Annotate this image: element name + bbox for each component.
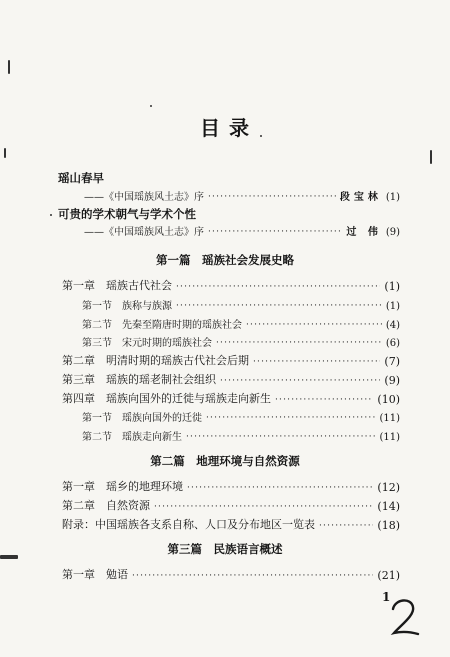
page-number: 1 <box>382 590 391 604</box>
entry-page: (1) <box>384 280 400 293</box>
entry-label: 第四章 瑶族向国外的迁徙与瑶族走向新生 <box>62 392 271 405</box>
toc-entry-section <box>82 427 400 443</box>
toc-entry-chapter <box>62 352 400 368</box>
foreword-1-page: (1) <box>385 192 400 203</box>
entry-label: 第二节 瑶族走向新生 <box>82 432 182 443</box>
foreword-2-page: (9) <box>385 227 400 238</box>
leader-dots <box>208 226 342 238</box>
entry-page: (12) <box>377 481 400 494</box>
entry-page: (10) <box>377 393 400 406</box>
scan-speck <box>8 60 10 74</box>
leader-dots <box>154 501 373 513</box>
toc-entry-appendix <box>62 516 400 532</box>
toc-entry-chapter <box>62 390 400 406</box>
toc-entry-chapter <box>62 478 400 494</box>
entry-page: (1) <box>385 301 400 312</box>
entry-page: (11) <box>379 413 400 424</box>
entry-page: (21) <box>377 569 400 582</box>
leader-dots <box>176 300 382 312</box>
entry-label: 第一章 瑶乡的地理环境 <box>62 480 183 493</box>
scan-speck <box>4 148 6 158</box>
foreword-1-author: 段宝林 <box>339 192 382 203</box>
entry-page: (18) <box>377 519 400 532</box>
leader-dots <box>275 394 373 406</box>
foreword-2-title-text: 可贵的学术朝气与学术个性 <box>58 207 196 221</box>
entry-page: (4) <box>385 320 400 331</box>
entry-label: 第一节 瑶族向国外的迁徙 <box>82 413 202 424</box>
toc-entry-section <box>82 333 400 349</box>
foreword-1-byline <box>84 187 400 203</box>
foreword-2-title <box>58 206 396 222</box>
leader-dots <box>206 412 375 424</box>
scan-speck <box>260 135 262 137</box>
leader-dots <box>253 356 380 368</box>
toc-entry-chapter <box>62 566 400 582</box>
entry-label: 第二节 先秦至隋唐时期的瑶族社会 <box>82 320 242 331</box>
foreword-2-byline-text: ——《中国瑶族风土志》序 <box>84 227 204 238</box>
entry-label: 第三章 瑶族的瑶老制社会组织 <box>62 373 216 386</box>
entry-label: 第二章 自然资源 <box>62 499 150 512</box>
part-3-title: 第三篇 民族语言概述 <box>167 542 283 556</box>
toc-entry-section <box>82 408 400 424</box>
leader-dots <box>246 319 382 331</box>
leader-dots <box>187 482 373 494</box>
scan-speck <box>430 150 432 164</box>
entry-page: (14) <box>377 500 400 513</box>
leader-dots <box>216 337 382 349</box>
scan-speck <box>50 214 52 216</box>
entry-page: (6) <box>385 338 400 349</box>
scan-speck <box>150 105 152 107</box>
foreword-2-byline <box>84 222 400 238</box>
leader-dots <box>186 431 375 443</box>
entry-label: 第三节 宋元时期的瑶族社会 <box>82 338 212 349</box>
toc-entry-section <box>82 315 400 331</box>
foreword-2-author: 过 伟 <box>346 227 382 238</box>
leader-dots <box>208 191 336 203</box>
foreword-1-title-text: 瑶山春早 <box>58 171 104 185</box>
foreword-1-byline-text: ——《中国瑶族风土志》序 <box>84 192 204 203</box>
entry-page: (9) <box>384 374 400 387</box>
entry-label: 第一节 族称与族源 <box>82 301 172 312</box>
foreword-1-title <box>58 170 396 186</box>
entry-page: (11) <box>379 432 400 443</box>
part-1-title: 第一篇 瑶族社会发展史略 <box>156 253 294 267</box>
scan-speck <box>0 555 18 559</box>
toc-entry-chapter <box>62 497 400 513</box>
entry-label: 第一章 勉语 <box>62 568 128 581</box>
leader-dots <box>132 570 373 582</box>
handwritten-mark-icon <box>385 595 425 640</box>
leader-dots <box>220 375 380 387</box>
toc-entry-chapter <box>62 371 400 387</box>
leader-dots <box>176 281 380 293</box>
toc-title: 目 录 <box>200 116 250 140</box>
entry-label: 第一章 瑶族古代社会 <box>62 279 172 292</box>
toc-entry-section <box>82 296 400 312</box>
toc-entry-chapter <box>62 277 400 293</box>
entry-page: (7) <box>384 355 400 368</box>
leader-dots <box>319 520 373 532</box>
part-2-title: 第二篇 地理环境与自然资源 <box>150 454 300 468</box>
entry-label: 第二章 明清时期的瑶族古代社会后期 <box>62 354 249 367</box>
entry-label: 附录：中国瑶族各支系自称、人口及分布地区一览表 <box>62 518 315 531</box>
